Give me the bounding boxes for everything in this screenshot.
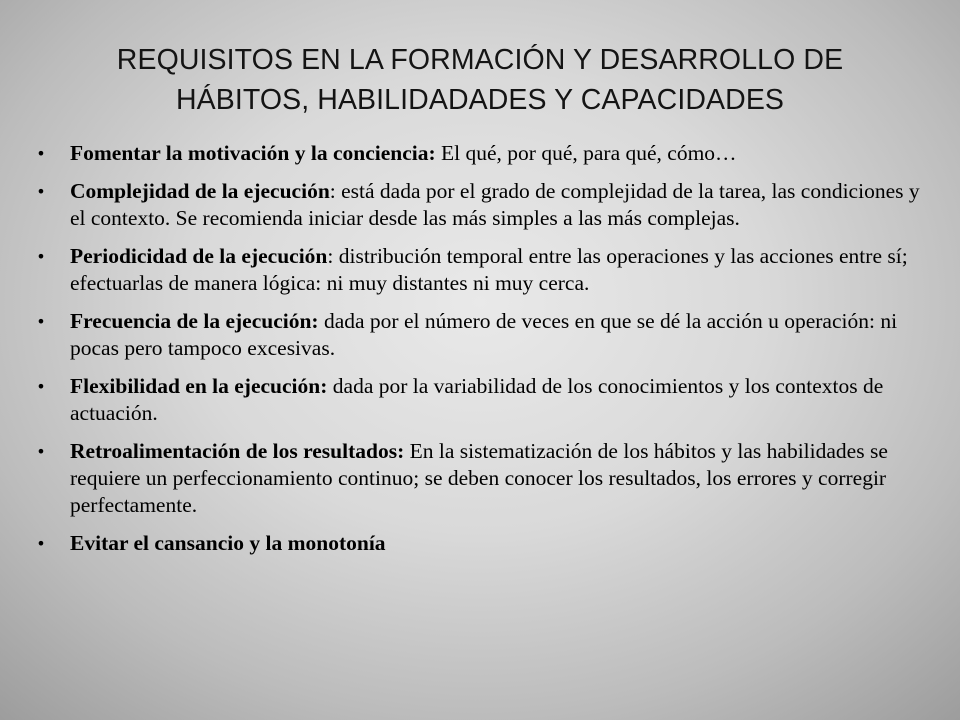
bullet-item xyxy=(35,438,930,519)
bullet-text: : está dada por el grado de complejidad de la tarea, las condiciones y el contexto. Se recomienda iniciar desde las más simples a las más complejas. xyxy=(70,179,920,230)
title-line-1: REQUISITOS EN LA FORMACIÓN Y DESARROLLO DE xyxy=(116,44,844,76)
bullet-icon: • xyxy=(36,247,46,266)
bullet-item xyxy=(35,243,930,297)
bullet-item xyxy=(35,178,930,232)
bullet-item xyxy=(35,308,930,362)
bullet-icon: • xyxy=(36,144,46,163)
bullet-icon: • xyxy=(36,377,46,396)
bullet-heading: Flexibilidad en la ejecución: xyxy=(70,374,328,398)
bullet-item xyxy=(35,140,930,167)
bullet-text: dada por la variabilidad de los conocimientos y los contextos de actuación. xyxy=(70,374,884,425)
bullet-heading: Periodicidad de la ejecución xyxy=(70,244,328,268)
bullet-icon: • xyxy=(36,312,46,331)
bullet-heading: Evitar el cansancio y la monotonía xyxy=(70,531,386,555)
title-line-2: HÁBITOS, HABILIDADADES Y CAPACIDADES xyxy=(175,84,785,116)
bullet-icon: • xyxy=(36,442,46,461)
bullet-list xyxy=(35,140,930,568)
bullet-heading: Retroalimentación de los resultados: xyxy=(70,439,405,463)
bullet-text: : distribución temporal entre las operaciones y las acciones entre sí; efectuarlas de manera lógica: ni muy distantes ni muy cerca. xyxy=(70,244,908,295)
bullet-item xyxy=(35,530,930,557)
bullet-heading: Fomentar la motivación y la conciencia: xyxy=(70,141,436,165)
bullet-heading: Frecuencia de la ejecución: xyxy=(70,309,319,333)
bullet-item xyxy=(35,373,930,427)
bullet-icon: • xyxy=(36,182,46,201)
bullet-heading: Complejidad de la ejecución xyxy=(70,179,330,203)
bullet-text: El qué, por qué, para qué, cómo… xyxy=(435,141,737,165)
bullet-text: dada por el número de veces en que se dé la acción u operación: ni pocas pero tampoco excesivas. xyxy=(70,309,898,360)
slide-title xyxy=(60,40,900,120)
bullet-icon: • xyxy=(36,534,46,553)
bullet-text: En la sistematización de los hábitos y las habilidades se requiere un perfeccionamiento continuo; se deben conocer los resultados, los errores y corregir perfectamente. xyxy=(70,439,888,517)
